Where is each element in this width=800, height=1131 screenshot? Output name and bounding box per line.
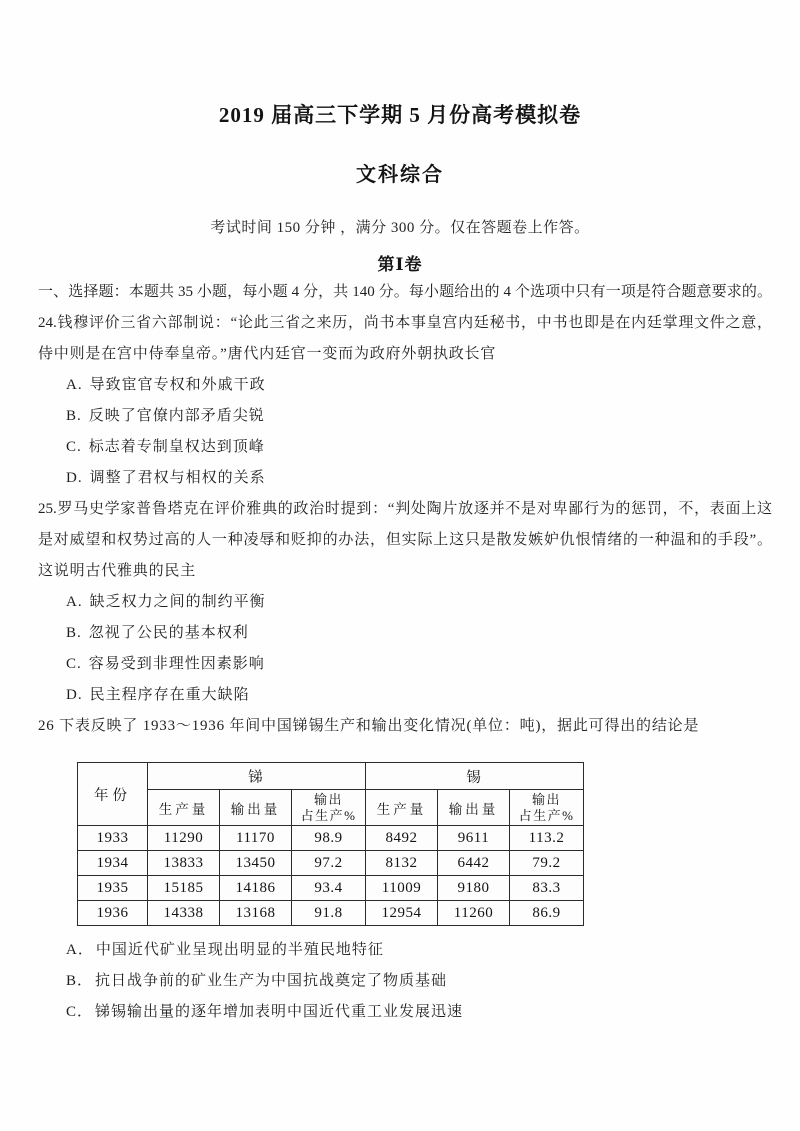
value-cell: 93.4 [292,876,366,901]
question-24-option-d [38,463,772,494]
option-text: 导致宦官专权和外戚干政 [89,377,266,393]
section-title: 第Ⅰ卷 [377,255,423,274]
question-25-line-3: 这说明古代雅典的民主 [38,563,197,579]
option-text: 忽视了公民的基本权利 [88,625,249,641]
value-cell: 97.2 [292,851,366,876]
option-label: A. [66,594,83,610]
value-cell: 91.8 [292,901,366,926]
value-cell: 11170 [220,826,292,851]
value-cell: 15185 [148,876,220,901]
question-24-line-1: 24.钱穆评价三省六部制说：“论此三省之来历，尚书本事皇宫内廷秘书，中书也即是在内廷掌理文件之意， [38,315,772,331]
value-cell: 86.9 [510,901,584,926]
option-label: D. [66,687,83,703]
tin-group-header: 锡 [366,763,584,790]
option-text: 容易受到非理性因素影响 [88,656,265,672]
antimony-production-header: 生产量 [148,790,220,826]
tin-export-header: 输出量 [438,790,510,826]
value-cell: 8132 [366,851,438,876]
option-label: C. [66,656,82,672]
option-text: 调整了君权与相权的关系 [89,470,266,486]
page-title: 2019 届高三下学期 5 月份高考模拟卷 [218,103,582,127]
value-cell: 6442 [438,851,510,876]
option-text: 中国近代矿业呈现出明显的半殖民地特征 [95,942,384,958]
value-cell: 11009 [366,876,438,901]
question-24-line-2: 侍中则是在宫中侍奉皇帝。”唐代内廷官一变而为政府外朝执政长官 [38,346,497,362]
option-label: B． [66,973,94,989]
question-26-option-c [38,997,772,1028]
option-label: A． [66,942,94,958]
antimony-group-header: 锑 [148,763,366,790]
mineral-production-table [77,762,584,926]
value-cell: 13168 [220,901,292,926]
value-cell: 11290 [148,826,220,851]
question-26-option-a [38,935,772,966]
table-sub-header-row [78,790,584,826]
question-25-line-2: 是对威望和权势过高的人一种凌辱和贬抑的办法，但实际上这只是散发嫉妒仇恨情绪的一种温和的手段”。 [38,532,772,548]
value-cell: 83.3 [510,876,584,901]
value-cell: 12954 [366,901,438,926]
ratio-header-line-1: 输出 [314,791,344,807]
option-label: D. [66,470,83,486]
table-row [78,876,584,901]
table-row [78,901,584,926]
antimony-export-header: 输出量 [220,790,292,826]
question-26 [38,711,772,1028]
option-label: A. [66,377,83,393]
year-column-header: 年份 [78,763,148,826]
option-text: 反映了官僚内部矛盾尖锐 [88,408,265,424]
mineral-table-wrapper [77,762,772,926]
question-24 [38,308,772,494]
year-cell: 1933 [78,826,148,851]
value-cell: 79.2 [510,851,584,876]
option-text: 标志着专制皇权达到顶峰 [88,439,265,455]
year-cell: 1934 [78,851,148,876]
question-26-stem: 26 下表反映了 1933～1936 年间中国锑锡生产和输出变化情况(单位：吨)，据此可得出的结论是 [38,718,700,734]
ratio-header-line-2: 占生产% [300,807,357,823]
section-intro: 一、选择题：本题共 35 小题，每小题 4 分，共 140 分。每小题给出的 4 个选项中只有一项是符合题意要求的。 [38,284,772,300]
value-cell: 98.9 [292,826,366,851]
question-25-option-a [38,587,772,618]
value-cell: 14338 [148,901,220,926]
ratio-header-line-1: 输出 [532,791,562,807]
question-25 [38,494,772,711]
option-label: C. [66,439,82,455]
question-25-option-d [38,680,772,711]
question-25-option-c [38,649,772,680]
ratio-header-line-2: 占生产% [518,807,575,823]
value-cell: 13833 [148,851,220,876]
value-cell: 13450 [220,851,292,876]
option-text: 锑锡输出量的逐年增加表明中国近代重工业发展迅速 [95,1004,464,1020]
question-24-option-b [38,401,772,432]
option-text: 民主程序存在重大缺陷 [89,687,250,703]
year-cell: 1935 [78,876,148,901]
question-24-option-c [38,432,772,463]
option-text: 抗日战争前的矿业生产为中国抗战奠定了物质基础 [95,973,448,989]
option-label: C． [66,1004,94,1020]
mineral-table-body [78,826,584,926]
value-cell: 113.2 [510,826,584,851]
question-25-option-b [38,618,772,649]
option-label: B. [66,408,82,424]
question-25-line-1: 25.罗马史学家普鲁塔克在评价雅典的政治时提到：“判处陶片放逐并不是对卑鄙行为的惩罚，不，表面上这 [38,501,772,517]
value-cell: 14186 [220,876,292,901]
exam-info-line: 考试时间 150 分钟 ，满分 300 分。仅在答题卷上作答。 [210,220,590,236]
question-24-option-a [38,370,772,401]
tin-export-ratio-header [510,790,584,826]
exam-body [38,277,772,1028]
value-cell: 9611 [438,826,510,851]
tin-production-header: 生产量 [366,790,438,826]
value-cell: 8492 [366,826,438,851]
option-text: 缺乏权力之间的制约平衡 [89,594,266,610]
antimony-export-ratio-header [292,790,366,826]
table-group-header-row [78,763,584,790]
question-26-option-b [38,966,772,997]
table-row [78,826,584,851]
table-row [78,851,584,876]
value-cell: 11260 [438,901,510,926]
value-cell: 9180 [438,876,510,901]
year-cell: 1936 [78,901,148,926]
option-label: B. [66,625,82,641]
page-subtitle: 文科综合 [356,164,444,186]
